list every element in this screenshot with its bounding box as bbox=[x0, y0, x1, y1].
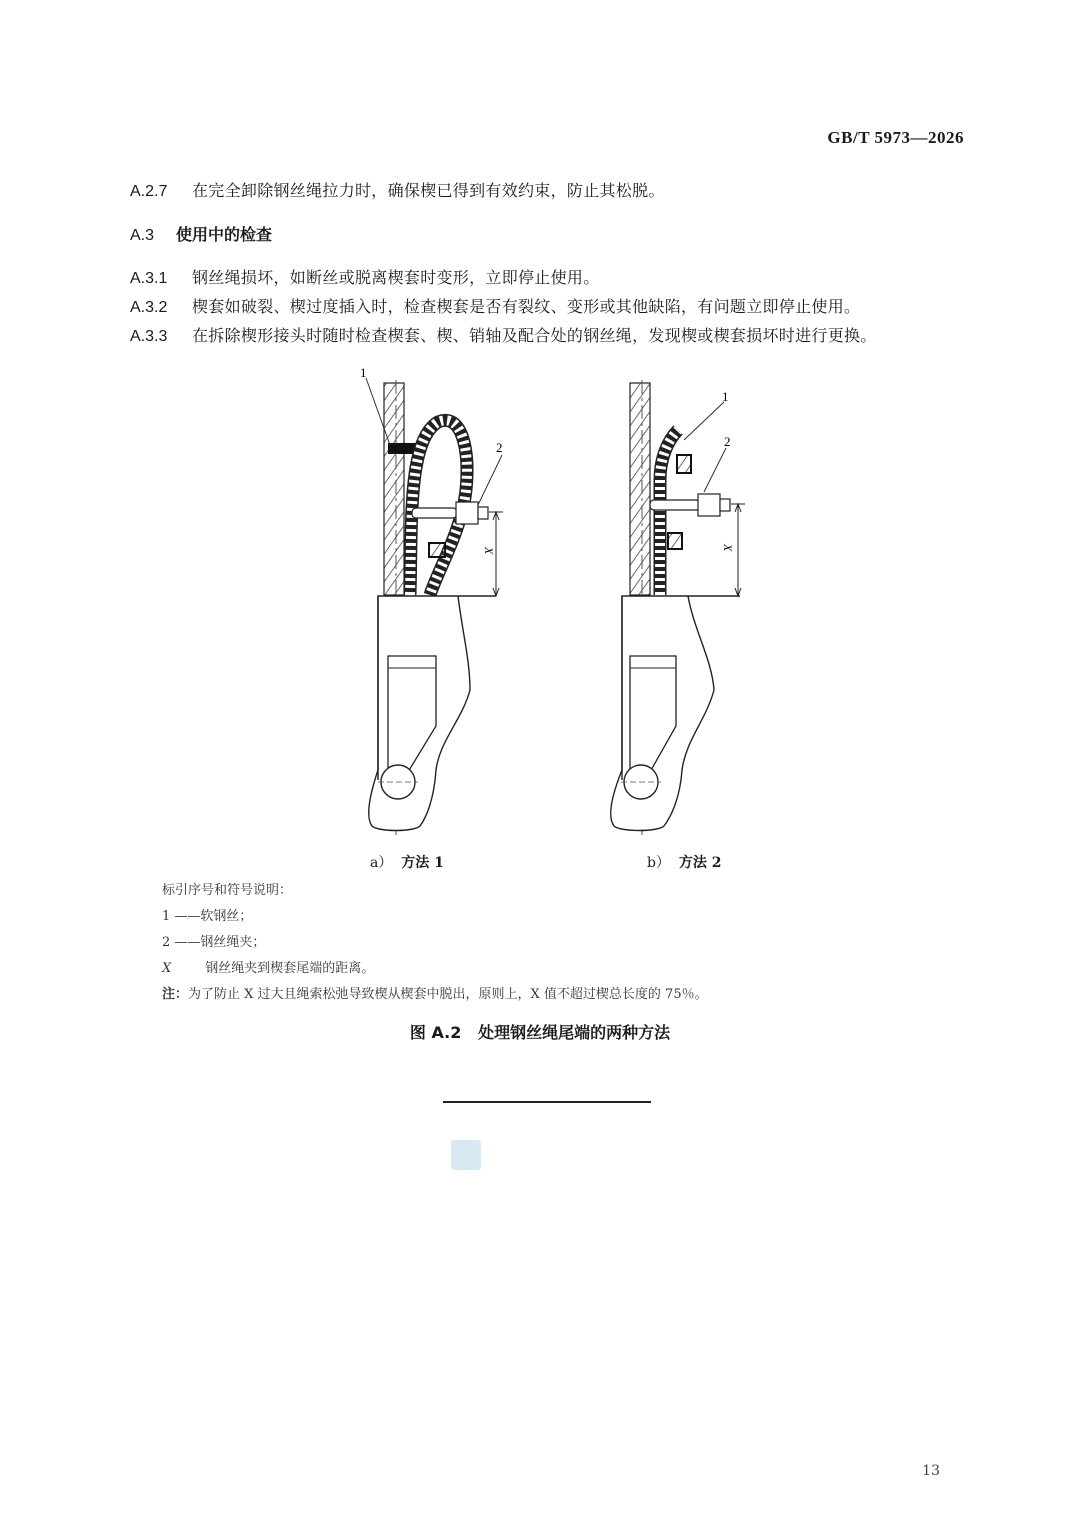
method-1-drawing bbox=[366, 378, 503, 835]
legend-sep: —— bbox=[174, 909, 201, 924]
standard-number: GB/T 5973—2026 bbox=[827, 128, 964, 147]
paragraph-number: A.2.7 bbox=[130, 183, 168, 200]
legend-item bbox=[162, 931, 265, 950]
item-number: A.3.2 bbox=[130, 299, 168, 316]
subfigure-b-caption bbox=[647, 852, 722, 872]
callout-2-b: 2 bbox=[724, 434, 731, 449]
end-rule bbox=[443, 1101, 651, 1103]
legend-desc: 钢丝绳夹； bbox=[200, 935, 266, 950]
subfigure-label: 方法 1 bbox=[401, 855, 444, 871]
legend-desc: 软钢丝； bbox=[200, 909, 253, 924]
item-text: 楔套如破裂、楔过度插入时，检查楔套是否有裂纹、变形或其他缺陷，有问题立即停止使用。 bbox=[192, 297, 861, 316]
item-number: A.3.3 bbox=[130, 328, 168, 345]
paragraph-text: 在完全卸除钢丝绳拉力时，确保楔已得到有效约束，防止其松脱。 bbox=[192, 181, 665, 200]
note-text: 为了防止 X 过大且绳索松弛导致楔从楔套中脱出，原则上，X 值不超过楔总长度的 75％。 bbox=[188, 987, 708, 1002]
figure-number: 图 A.2 bbox=[409, 1023, 462, 1042]
legend-item bbox=[162, 957, 374, 976]
dimension-x-a: X bbox=[482, 547, 496, 555]
callout-1-a: 1 bbox=[360, 365, 367, 380]
item-text: 钢丝绳损坏，如断丝或脱离楔套时变形，立即停止使用。 bbox=[192, 268, 600, 287]
item-text: 在拆除楔形接头时随时检查楔套、楔、销轴及配合处的钢丝绳，发现楔或楔套损坏时进行更换。 bbox=[192, 326, 877, 345]
section-title: 使用中的检查 bbox=[176, 225, 273, 244]
figure-caption bbox=[0, 1020, 1080, 1043]
subfigure-tag: b） bbox=[647, 855, 670, 871]
item-number: A.3.1 bbox=[130, 270, 168, 287]
legend-key: 2 bbox=[162, 935, 171, 950]
callout-2-a: 2 bbox=[496, 440, 503, 455]
subfigure-a-caption bbox=[370, 852, 444, 872]
subfigure-label: 方法 2 bbox=[678, 855, 722, 871]
subfigure-tag: a） bbox=[370, 855, 393, 871]
legend-sep: —— bbox=[174, 935, 201, 950]
watermark-icon bbox=[451, 1140, 481, 1170]
callout-1-b: 1 bbox=[722, 389, 729, 404]
legend-item bbox=[162, 905, 252, 924]
dimension-x-b: X bbox=[721, 544, 735, 552]
figure-title: 处理钢丝绳尾端的两种方法 bbox=[478, 1023, 671, 1042]
legend-desc: 钢丝绳夹到楔套尾端的距离。 bbox=[205, 961, 375, 976]
legend-key: X bbox=[162, 961, 172, 976]
figure-note bbox=[162, 983, 708, 1002]
legend-key: 1 bbox=[162, 909, 171, 924]
legend-title: 标引序号和符号说明： bbox=[162, 883, 293, 898]
note-label: 注： bbox=[162, 987, 189, 1002]
page-number: 13 bbox=[922, 1463, 940, 1479]
section-number: A.3 bbox=[130, 227, 155, 244]
